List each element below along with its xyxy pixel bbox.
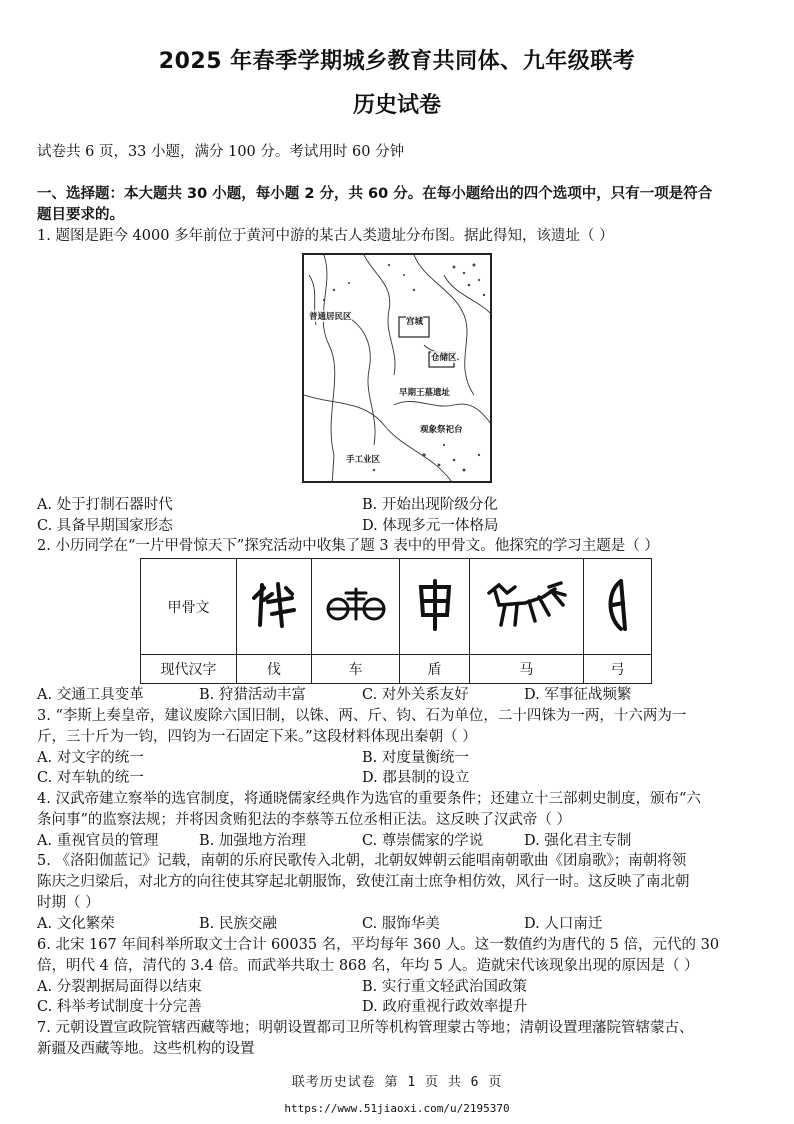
section-heading-cont: 题目要求的。 [37, 207, 124, 223]
question-4-stem: 4. 汉武帝建立察举的选官制度，将通晓儒家经典作为选官的重要条件；还建立十三部刺史制度，颁布“六 [37, 791, 701, 807]
oracle-glyph-ma [470, 559, 584, 655]
question-3-stem: 3. “李斯上奏皇帝，建议废除六国旧制，以铢、两、斤、钧、石为单位，二十四铢为一两，十六两为一 [37, 708, 687, 724]
table-header-modern: 现代汉字 [141, 655, 237, 684]
question-1-stem: 1. 题图是距今 4000 多年前位于黄河中游的某古人类遗址分布图。据此得知，该遗址（ ） [37, 228, 614, 244]
exam-subtitle: 历史试卷 [352, 93, 441, 118]
q6-option-d[interactable]: D. 政府重视行政效率提升 [362, 999, 528, 1015]
map-label-palace: 宫城 [406, 317, 424, 327]
oracle-glyph-gong [584, 559, 652, 655]
exam-title: 2025 年春季学期城乡教育共同体、九年级联考 [158, 49, 636, 74]
q1-option-c[interactable]: C. 具备早期国家形态 [37, 518, 173, 534]
q1-option-a[interactable]: A. 处于打制石器时代 [37, 497, 173, 513]
oracle-che-icon [324, 585, 388, 625]
oracle-bone-table [140, 558, 652, 684]
question-2-stem: 2. 小历同学在“一片甲骨惊天下”探究活动中收集了题 3 表中的甲骨文。他探究的学习主题是（ ） [37, 538, 659, 554]
source-url[interactable]: https://www.51jiaoxi.com/u/2195370 [284, 1102, 510, 1115]
exam-info: 试卷共 6 页，33 小题，满分 100 分。考试用时 60 分钟 [37, 144, 405, 160]
modern-char-fa: 伐 [237, 655, 312, 684]
q2-option-d[interactable]: D. 军事征战频繁 [524, 687, 632, 703]
modern-char-ma: 马 [470, 655, 584, 684]
modern-char-gong: 弓 [584, 655, 652, 684]
oracle-glyph-dun [400, 559, 470, 655]
map-label-tombs: 早期王墓遗址 [399, 388, 451, 398]
q4-option-d[interactable]: D. 强化君主专制 [524, 833, 632, 849]
map-label-residential: 普通居民区 [309, 312, 352, 322]
q2-option-b[interactable]: B. 狩猎活动丰富 [199, 687, 306, 703]
modern-char-che: 车 [312, 655, 400, 684]
q2-option-c[interactable]: C. 对外关系友好 [362, 687, 469, 703]
page-footer: 联考历史试卷 第 1 页 共 6 页 [291, 1075, 503, 1090]
q2-option-a[interactable]: A. 交通工具变革 [37, 687, 144, 703]
q4-option-b[interactable]: B. 加强地方治理 [199, 833, 306, 849]
q4-option-c[interactable]: C. 尊崇儒家的学说 [362, 833, 484, 849]
q5-option-b[interactable]: B. 民族交融 [199, 916, 277, 932]
site-distribution-map [302, 253, 492, 483]
question-6-stem-cont: 倍，明代 4 倍，清代的 3.4 倍。而武举共取士 868 名，年均 5 人。造就宋代该现象出现的原因是（ ） [37, 958, 699, 974]
q4-option-a[interactable]: A. 重视官员的管理 [37, 833, 159, 849]
oracle-ma-icon [485, 579, 569, 631]
q5-option-d[interactable]: D. 人口南迁 [524, 916, 603, 932]
map-drawing [304, 255, 492, 483]
question-5-stem-cont2: 时期（ ） [37, 895, 100, 911]
question-5-stem-cont: 陈庆之归梁后，对北方的向往使其穿起北朝服饰，致使江南士庶争相仿效，风行一时。这反映了南北朝 [37, 874, 690, 890]
q5-option-c[interactable]: C. 服饰华美 [362, 916, 440, 932]
q6-option-a[interactable]: A. 分裂割据局面得以结束 [37, 979, 202, 995]
oracle-fa-icon [252, 580, 296, 630]
q5-option-a[interactable]: A. 文化繁荣 [37, 916, 115, 932]
question-7-stem: 7. 元朝设置宣政院管辖西藏等地；明朝设置都司卫所等机构管理蒙古等地；清朝设置理藩院管辖蒙古、 [37, 1020, 694, 1036]
question-4-stem-cont: 条问事”的监察法规；并将因贪贿犯法的李蔡等五位丞相正法。这反映了汉武帝（ ） [37, 812, 572, 828]
table-header-oracle: 甲骨文 [141, 559, 237, 655]
question-6-stem: 6. 北宋 167 年间科举所取文士合计 60035 名，平均每年 360 人。这一数值约为唐代的 5 倍，元代的 30 [37, 937, 720, 953]
section-heading: 一、选择题：本大题共 30 小题，每小题 2 分，共 60 分。在每小题给出的四个选项中，只有一项是符合 [37, 186, 713, 202]
q1-option-d[interactable]: D. 体现多元一体格局 [362, 518, 499, 534]
map-label-handicraft: 手工业区 [346, 455, 381, 465]
oracle-gong-icon [603, 577, 633, 633]
map-label-storage: 仓储区 [431, 353, 457, 363]
question-3-stem-cont: 斤，三十斤为一钧，四钧为一石固定下来。”这段材料体现出秦朝（ ） [37, 729, 477, 745]
question-7-stem-cont: 新疆及西藏等地。这些机构的设置 [37, 1041, 255, 1057]
oracle-glyph-che [312, 559, 400, 655]
q6-option-b[interactable]: B. 实行重文轻武治国政策 [362, 979, 527, 995]
q1-option-b[interactable]: B. 开始出现阶级分化 [362, 497, 498, 513]
q3-option-d[interactable]: D. 郡县制的设立 [362, 770, 470, 786]
map-label-observatory: 观象祭祀台 [420, 425, 463, 435]
q6-option-c[interactable]: C. 科举考试制度十分完善 [37, 999, 202, 1015]
modern-char-dun: 盾 [400, 655, 470, 684]
q3-option-b[interactable]: B. 对度量衡统一 [362, 750, 469, 766]
question-5-stem: 5. 《洛阳伽蓝记》记载，南朝的乐府民歌传入北朝，北朝奴婢朝云能唱南朝歌曲《团扇歌》；南朝将领 [37, 853, 687, 869]
q3-option-a[interactable]: A. 对文字的统一 [37, 750, 144, 766]
q3-option-c[interactable]: C. 对车轨的统一 [37, 770, 144, 786]
oracle-dun-icon [417, 579, 453, 631]
oracle-glyph-fa [237, 559, 312, 655]
